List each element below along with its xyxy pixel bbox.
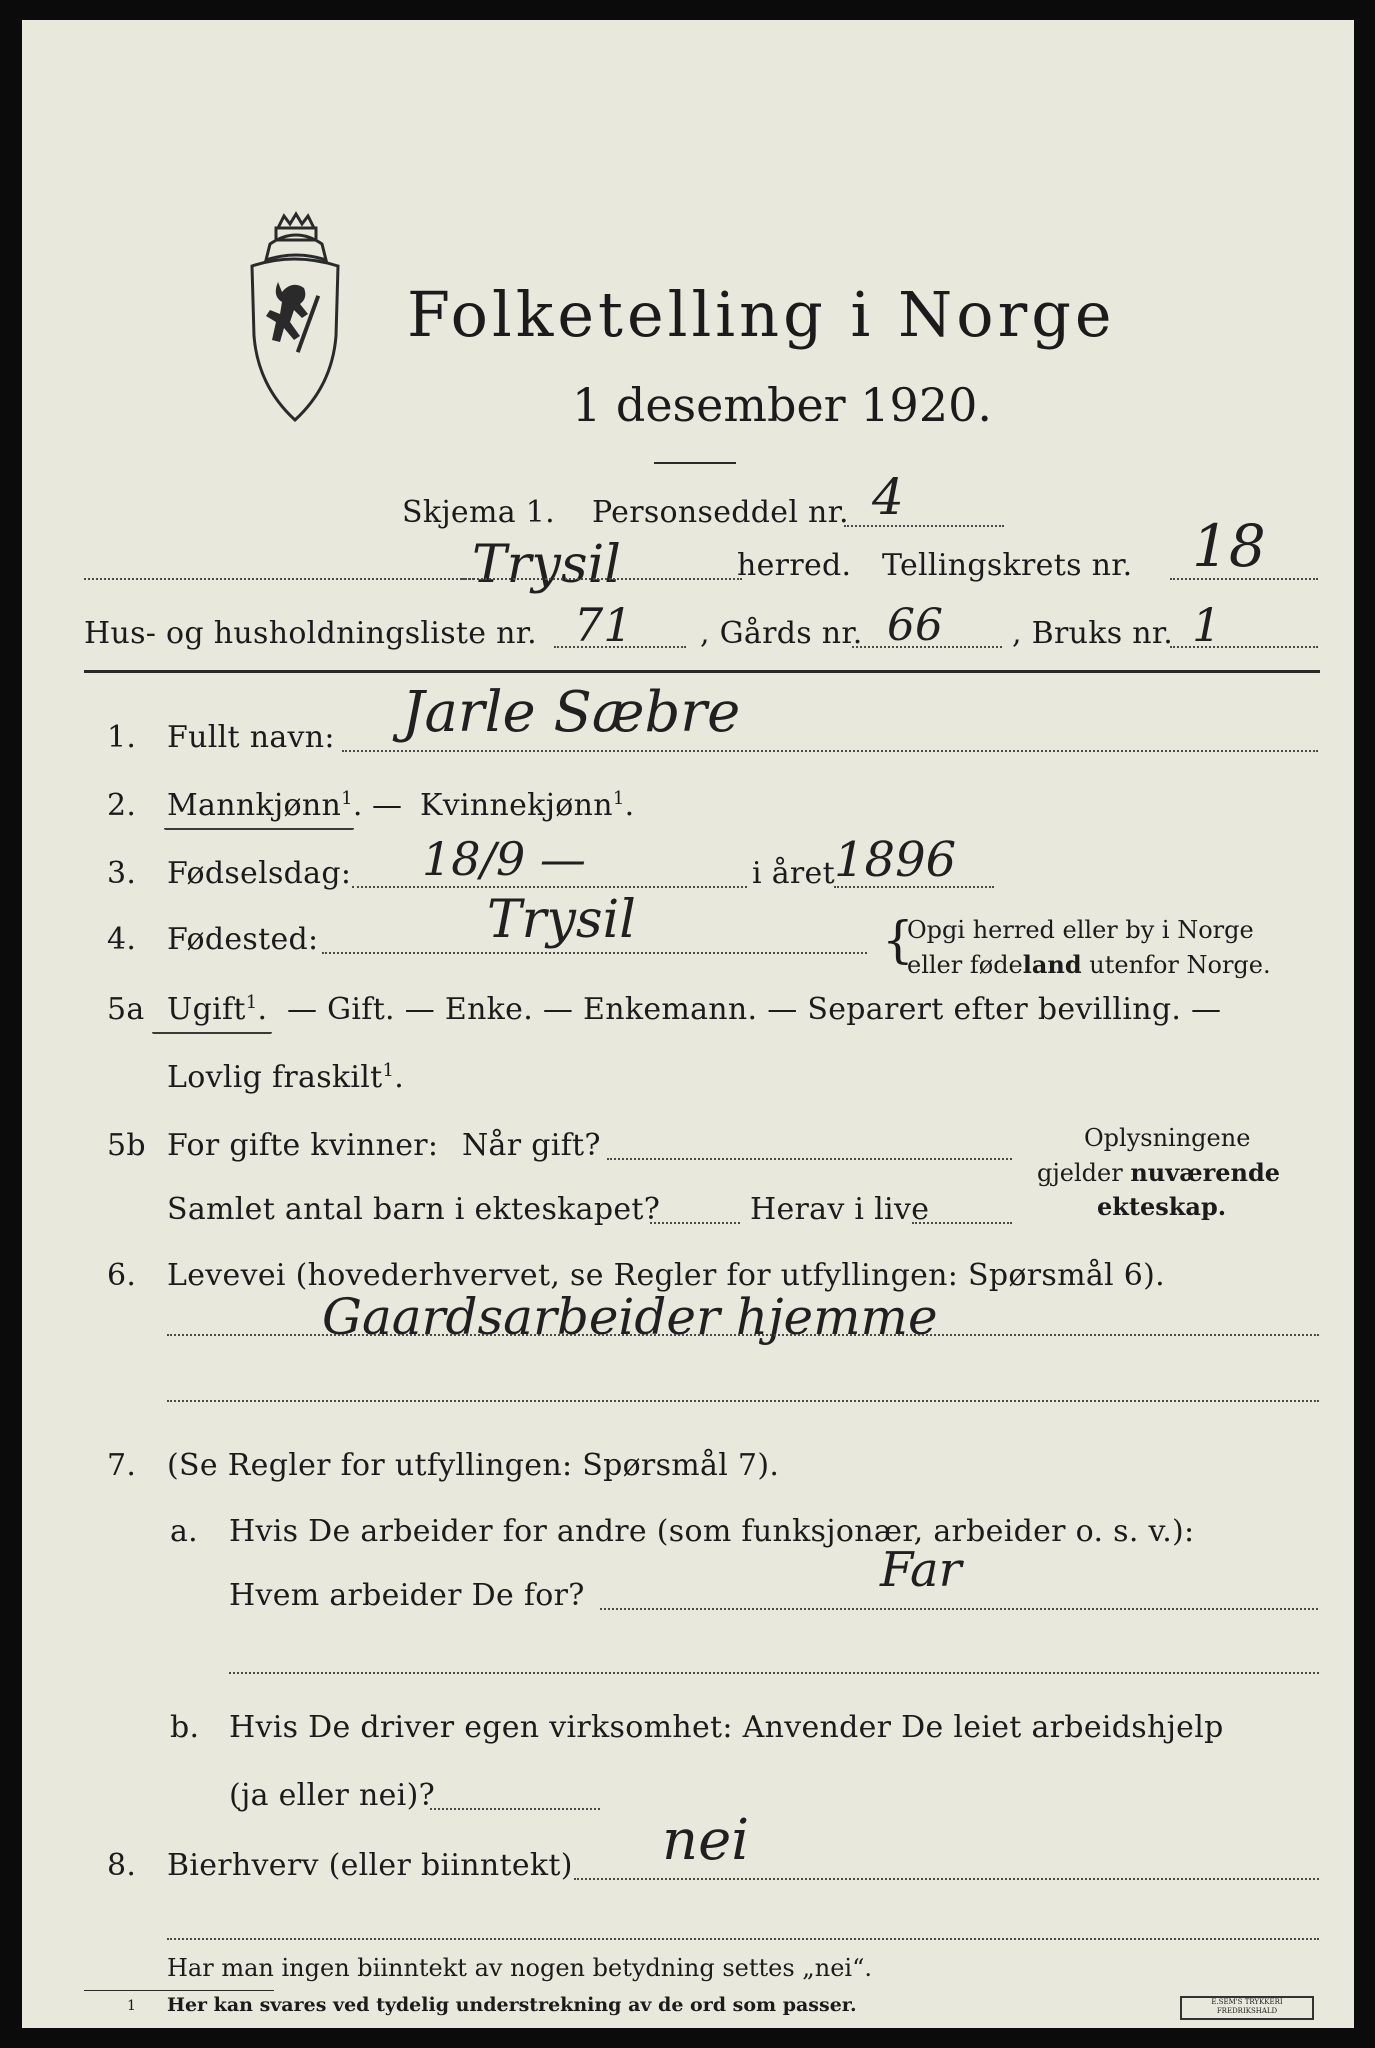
q7a-value[interactable]: Far <box>880 1542 962 1598</box>
husliste-value[interactable]: 71 <box>574 598 633 652</box>
q7a-letter: a. <box>170 1514 199 1549</box>
q5b-label-2: Når gift? <box>462 1128 601 1163</box>
coat-of-arms-icon <box>240 210 350 425</box>
q1-line <box>342 750 1318 752</box>
q3-label: Fødselsdag: <box>167 856 352 891</box>
q4-brace: { <box>882 911 914 969</box>
title-divider <box>654 462 736 464</box>
q4-note-1: Opgi herred eller by i Norge <box>907 916 1254 944</box>
printer-mark: E.SEM'S TRYKKERI FREDRIKSHALD <box>1180 1996 1314 2020</box>
q4-number: 4. <box>107 922 137 957</box>
q5a-lovlig[interactable]: Lovlig fraskilt$^1$. <box>167 1060 405 1095</box>
q5a-ugift[interactable]: Ugift$^1$. <box>167 992 268 1027</box>
q5b-live-line <box>912 1222 1012 1224</box>
q7a-sub: Hvem arbeider De for? <box>229 1578 585 1613</box>
q7b-sub: (ja eller nei)? <box>229 1778 435 1813</box>
herred-value[interactable]: Trysil <box>472 535 621 595</box>
q6-number: 6. <box>107 1258 137 1293</box>
q6-line-1 <box>167 1334 1319 1336</box>
q1-number: 1. <box>107 720 137 755</box>
q6-line-2 <box>167 1400 1319 1402</box>
census-date: 1 desember 1920. <box>572 378 992 432</box>
q7a-line-2 <box>229 1672 1319 1674</box>
q4-line <box>322 952 867 954</box>
herred-prefix-line <box>84 578 474 580</box>
personseddel-line <box>844 525 1004 527</box>
q5b-label-4: Herav i live <box>750 1192 930 1227</box>
q8-label: Bierhverv (eller biinntekt) <box>167 1848 573 1883</box>
herred-label: herred. <box>737 548 852 583</box>
husliste-label: Hus- og husholdningsliste nr. <box>84 616 537 651</box>
q1-value[interactable]: Jarle Sæbre <box>402 680 741 745</box>
q8-line <box>574 1878 1319 1880</box>
tellingskrets-value[interactable]: 18 <box>1192 512 1266 580</box>
bruks-value[interactable]: 1 <box>1192 598 1222 652</box>
q7b-letter: b. <box>170 1710 200 1745</box>
footnote-text: Her kan svares ved tydelig understrekning av de ord som passer. <box>167 1994 857 2016</box>
q4-value[interactable]: Trysil <box>487 890 636 950</box>
form-title: Folketelling i Norge <box>407 278 1116 351</box>
gards-label: , Gårds nr. <box>700 616 863 651</box>
q8-value[interactable]: nei <box>662 1808 750 1873</box>
q2-female[interactable]: Kvinnekjønn$^1$. <box>420 788 635 823</box>
q7b-line <box>430 1808 600 1810</box>
bruks-label: , Bruks nr. <box>1012 616 1174 651</box>
q7b-label: Hvis De driver egen virksomhet: Anvender De leiet arbeidshjelp <box>229 1710 1224 1745</box>
q5b-naar-line <box>607 1158 1012 1160</box>
personseddel-value[interactable]: 4 <box>872 468 904 526</box>
q5b-label-3: Samlet antal barn i ekteskapet? <box>167 1192 661 1227</box>
q6-label: Levevei (hovederhvervet, se Regler for utfyllingen: Spørsmål 6). <box>167 1258 1165 1293</box>
q7a-label: Hvis De arbeider for andre (som funksjonær, arbeider o. s. v.): <box>229 1514 1195 1549</box>
q5a-number: 5a <box>107 992 145 1027</box>
q2-female-label: Kvinnekjønn <box>420 788 613 823</box>
skjema-label: Skjema 1. <box>402 495 555 530</box>
herred-line <box>462 578 742 580</box>
q5b-note-2: gjelder nuværende <box>1037 1158 1281 1187</box>
biinntekt-note: Har man ingen biinntekt av nogen betydning settes „nei“. <box>167 1954 872 1982</box>
q2-male-underline <box>164 828 354 830</box>
q8-number: 8. <box>107 1848 137 1883</box>
q7-number: 7. <box>107 1448 137 1483</box>
q3-line <box>352 886 747 888</box>
census-form-sheet <box>22 20 1354 2028</box>
gards-value[interactable]: 66 <box>887 600 943 651</box>
q3-value[interactable]: 18/9 — <box>422 832 586 886</box>
q2-number: 2. <box>107 788 137 823</box>
q7-label: (Se Regler for utfyllingen: Spørsmål 7). <box>167 1448 780 1483</box>
q4-label: Fødested: <box>167 922 319 957</box>
q4-note-2: eller fødeland utenfor Norge. <box>907 950 1271 979</box>
q3-number: 3. <box>107 856 137 891</box>
q5a-options[interactable]: — Gift. — Enke. — Enkemann. — Separert efter bevilling. — <box>287 992 1222 1027</box>
footnote-mark: 1 <box>127 1998 136 2014</box>
q5b-label-1: For gifte kvinner: <box>167 1128 439 1163</box>
footnote-rule <box>84 1990 274 1991</box>
q5b-note-3: ekteskap. <box>1097 1192 1227 1221</box>
q2-separator: — <box>372 788 403 823</box>
q2-male-label: Mannkjønn <box>167 788 342 823</box>
personseddel-label: Personseddel nr. <box>592 495 849 530</box>
q5b-number: 5b <box>107 1128 146 1163</box>
q1-label: Fullt navn: <box>167 720 335 755</box>
q3-year-label: i året <box>752 856 835 891</box>
q5a-ugift-underline <box>152 1032 272 1034</box>
q6-value[interactable]: Gaardsarbeider hjemme <box>322 1288 938 1346</box>
header-rule <box>84 670 1320 673</box>
tellingskrets-label: Tellingskrets nr. <box>882 548 1133 583</box>
q7a-line <box>600 1608 1318 1610</box>
q5b-barn-line <box>650 1222 740 1224</box>
q2-male[interactable]: Mannkjønn$^1$. <box>167 788 363 823</box>
q5b-note-1: Oplysningene <box>1084 1124 1251 1152</box>
q3-year-value[interactable]: 1896 <box>834 832 957 888</box>
q8-line-2 <box>167 1938 1319 1940</box>
